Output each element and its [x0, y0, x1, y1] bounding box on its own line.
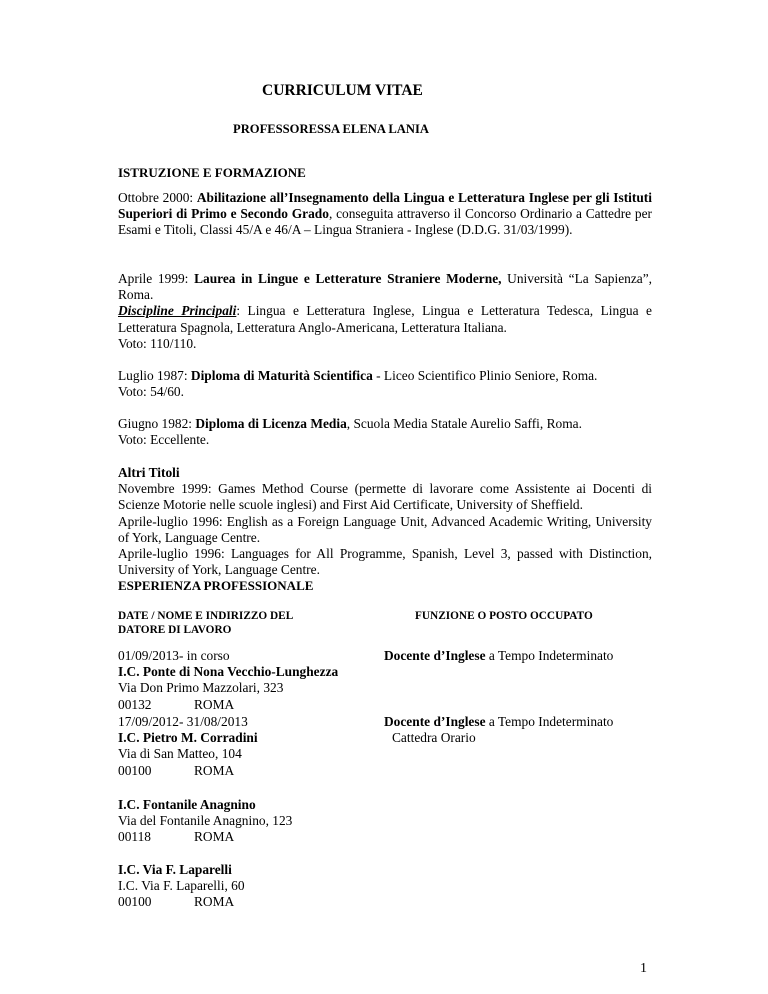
- job-role: Docente d’Inglese a Tempo Indeterminato: [384, 648, 614, 663]
- other-title-item: Aprile-luglio 1996: English as a Foreign Language Unit, Advanced Academic Writing, University of York, Language Centre.: [118, 513, 652, 545]
- section-heading-experience: ESPERIENZA PROFESSIONALE: [118, 578, 314, 593]
- entry-title: Diploma di Maturità Scientifica: [190, 368, 373, 383]
- disciplines-text: : Lingua e Letteratura Inglese, Lingua e Letteratura Tedesca, Lingua e Letteratura Spagnola, Letteratura Anglo-Americana, Letteratura Italiana.: [118, 303, 652, 335]
- employer-cap: 00100: [118, 762, 152, 778]
- entry-title: Abilitazione all’Insegnamento della Lingua e Letteratura Inglese per gli Istituti Superiori di Primo e Secondo Grado: [118, 190, 652, 222]
- entry-vote: Voto: Eccellente.: [118, 432, 210, 448]
- employer-city: ROMA: [194, 762, 235, 778]
- entry-description: , conseguita attraverso il Concorso Ordinario a Cattedre per Esami e Titoli, Classi 45/A e 46/A – Lingua Straniera - Inglese (D.D.G. 31/03/1999).: [118, 206, 652, 238]
- entry-vote: Voto: 110/110.: [118, 335, 197, 351]
- employer-entry: [118, 862, 358, 911]
- employer-street: I.C. Via F. Laparelli, 60: [118, 878, 245, 894]
- employer-name: I.C. Pietro M. Corradini: [118, 730, 258, 746]
- entry-vote: Voto: 54/60.: [118, 384, 184, 400]
- document-title: CURRICULUM VITAE: [262, 82, 423, 99]
- employer-street: Via di San Matteo, 104: [118, 746, 242, 762]
- entry-description: Università “La Sapienza”, Roma.: [118, 271, 653, 303]
- employer-city: ROMA: [194, 894, 235, 910]
- job-role-extra: Cattedra Orario: [392, 730, 476, 746]
- other-titles: [118, 465, 652, 578]
- entry-date: Giugno 1982:: [118, 416, 196, 431]
- entry-description: - Liceo Scientifico Plinio Seniore, Roma.: [372, 368, 598, 383]
- employer-cap: 00132: [118, 696, 152, 712]
- disciplines-label: Discipline Principali: [118, 303, 237, 319]
- employer-entry: [118, 648, 358, 713]
- job-role: Docente d’Inglese a Tempo Indeterminato Cattedra Orario: [384, 714, 614, 746]
- section-heading-education: ISTRUZIONE E FORMAZIONE: [118, 165, 306, 180]
- column-header-role: FUNZIONE O POSTO OCCUPATO: [415, 610, 593, 622]
- employer-street: Via del Fontanile Anagnino, 123: [118, 813, 293, 829]
- entry-date: Aprile 1999:: [118, 271, 195, 286]
- column-header-employer: DATE / NOME E INDIRIZZO DEL DATORE DI LAVORO: [118, 610, 294, 636]
- employer-street: Via Don Primo Mazzolari, 323: [118, 680, 284, 696]
- employer-entry: [118, 714, 358, 779]
- job-date: 01/09/2013- in corso: [118, 648, 230, 663]
- entry-description: , Scuola Media Statale Aurelio Saffi, Roma.: [346, 416, 582, 431]
- employer-cap: 00100: [118, 894, 152, 910]
- employer-city: ROMA: [194, 829, 235, 845]
- education-entry-laurea: [118, 271, 652, 352]
- employer-name: I.C. Fontanile Anagnino: [118, 797, 256, 812]
- job-date: 17/09/2012- 31/08/2013: [118, 714, 248, 729]
- other-title-item: Aprile-luglio 1996: Languages for All Programme, Spanish, Level 3, passed with Distinction, University of York, Language Centre.: [118, 546, 652, 578]
- entry-title: Laurea in Lingue e Letterature Straniere Moderne,: [194, 271, 502, 286]
- entry-date: Ottobre 2000:: [118, 190, 197, 205]
- entry-title: Diploma di Licenza Media: [195, 416, 347, 431]
- education-entry-abilitazione: [118, 190, 652, 239]
- other-titles-heading: Altri Titoli: [118, 465, 180, 480]
- employer-name: I.C. Via F. Laparelli: [118, 862, 232, 877]
- other-title-item: Novembre 1999: Games Method Course (permette di lavorare come Assistente ai Docenti di Scienze Motorie nelle scuole inglesi) and First Aid Certificate, University of Sheffield.: [118, 481, 652, 513]
- employer-city: ROMA: [194, 696, 235, 712]
- employer-cap: 00118: [118, 829, 151, 845]
- employer-entry: [118, 797, 358, 846]
- page-number: 1: [640, 961, 647, 976]
- document-subtitle: PROFESSORESSA ELENA LANIA: [233, 122, 429, 136]
- education-entry-licenza: [118, 416, 652, 448]
- entry-date: Luglio 1987:: [118, 368, 191, 383]
- employer-name: I.C. Ponte di Nona Vecchio-Lunghezza: [118, 664, 339, 680]
- education-entry-maturita: [118, 368, 652, 400]
